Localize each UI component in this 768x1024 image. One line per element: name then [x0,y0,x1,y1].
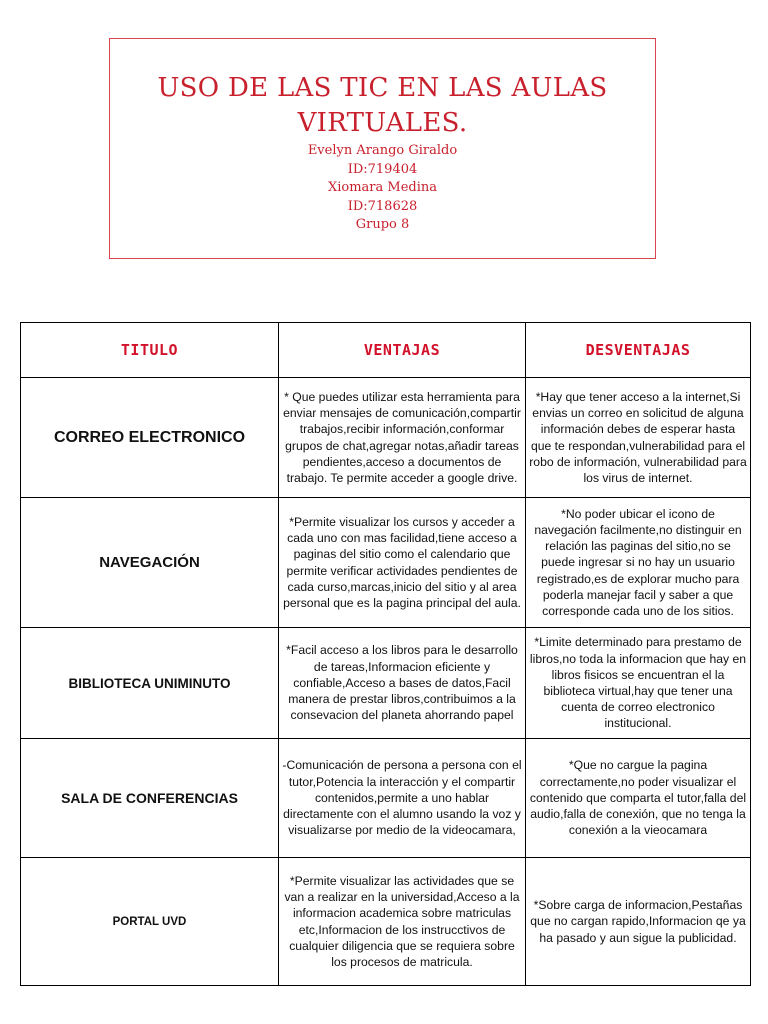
ventajas-cell: *Facil acceso a los libros para le desarrollo de tareas,Informacion eficiente y confiable,Acceso a bases de datos,Facil manera de prestar libros,contribuimos a la consevacion del planeta ahorrando papel [279,628,526,739]
table-row [21,498,751,628]
row-title: PORTAL UVD [21,858,279,986]
row-title: CORREO ELECTRONICO [21,378,279,498]
column-header-titulo: TITULO [21,323,279,378]
comparison-table [20,322,751,986]
header-row [21,323,751,378]
ventajas-cell: *Permite visualizar los cursos y acceder a cada uno con mas facilidad,tiene acceso a paginas del sitio como el calendario que permite verificar actividades pendientes de cada curso,marcas,inicio del sitio y al area personal que es la pagina principal del aula. [279,498,526,628]
authors-block [110,142,655,235]
desventajas-cell: *No poder ubicar el icono de navegación facilmente,no distinguir en relación las paginas del sitio,no se puede ingresar si no hay un usuario registrado,es de explorar mucho para poderla manejar facil y saber a que corresponde cada uno de los sitios. [526,498,751,628]
group-label: Grupo 8 [355,217,410,232]
title-box [109,38,656,259]
title-line: USO DE LAS TIC EN LAS AULAS [157,73,608,103]
author-name: Xiomara Medina [327,180,438,195]
title-line: VIRTUALES. [297,108,468,138]
author-name: Evelyn Arango Giraldo [307,143,458,158]
table-row [21,628,751,739]
author-id: ID:719404 [347,161,418,177]
row-title: SALA DE CONFERENCIAS [21,739,279,858]
document-title [110,71,655,141]
ventajas-cell: -Comunicación de persona a persona con el tutor,Potencia la interacción y el compartir contenidos,permite a uno hablar directamente con el alumno usando la voz y visualizarse por medio de la videocamara, [279,739,526,858]
row-title: BIBLIOTECA UNIMINUTO [21,628,279,739]
desventajas-cell: *Hay que tener acceso a la internet,Si envias un correo en solicitud de alguna información debes de esperar hasta que te respondan,vulnerabilidad para el robo de información, vulnerabilidad para los virus de internet. [526,378,751,498]
author-id: ID:718628 [347,198,418,214]
table-row [21,739,751,858]
table-row [21,858,751,986]
ventajas-cell: * Que puedes utilizar esta herramienta para enviar mensajes de comunicación,compartir trabajos,recibir información,conformar grupos de chat,agregar notas,añadir tareas pendientes,acceso a documentos de trabajo. Te permite acceder a google drive. [279,378,526,498]
column-header-desventajas: DESVENTAJAS [526,323,751,378]
table-row [21,378,751,498]
desventajas-cell: *Que no cargue la pagina correctamente,no poder visualizar el contenido que comparta el tutor,falla del audio,falla de conexión, que no tenga la conexión a la vieocamara [526,739,751,858]
desventajas-cell: *Limite determinado para prestamo de libros,no toda la informacion que hay en libros fisicos se encuentran el la biblioteca virtual,hay que tener una cuenta de correo electronico institucional. [526,628,751,739]
ventajas-cell: *Permite visualizar las actividades que se van a realizar en la universidad,Acceso a la informacion academica sobre matriculas etc,Informacion de los instrucctivos de cualquier diligencia que se requiera sobre los procesos de matricula. [279,858,526,986]
column-header-ventajas: VENTAJAS [279,323,526,378]
row-title: NAVEGACIÓN [21,498,279,628]
desventajas-cell: *Sobre carga de informacion,Pestañas que no cargan rapido,Informacion qe ya ha pasado y aun sigue la publicidad. [526,858,751,986]
